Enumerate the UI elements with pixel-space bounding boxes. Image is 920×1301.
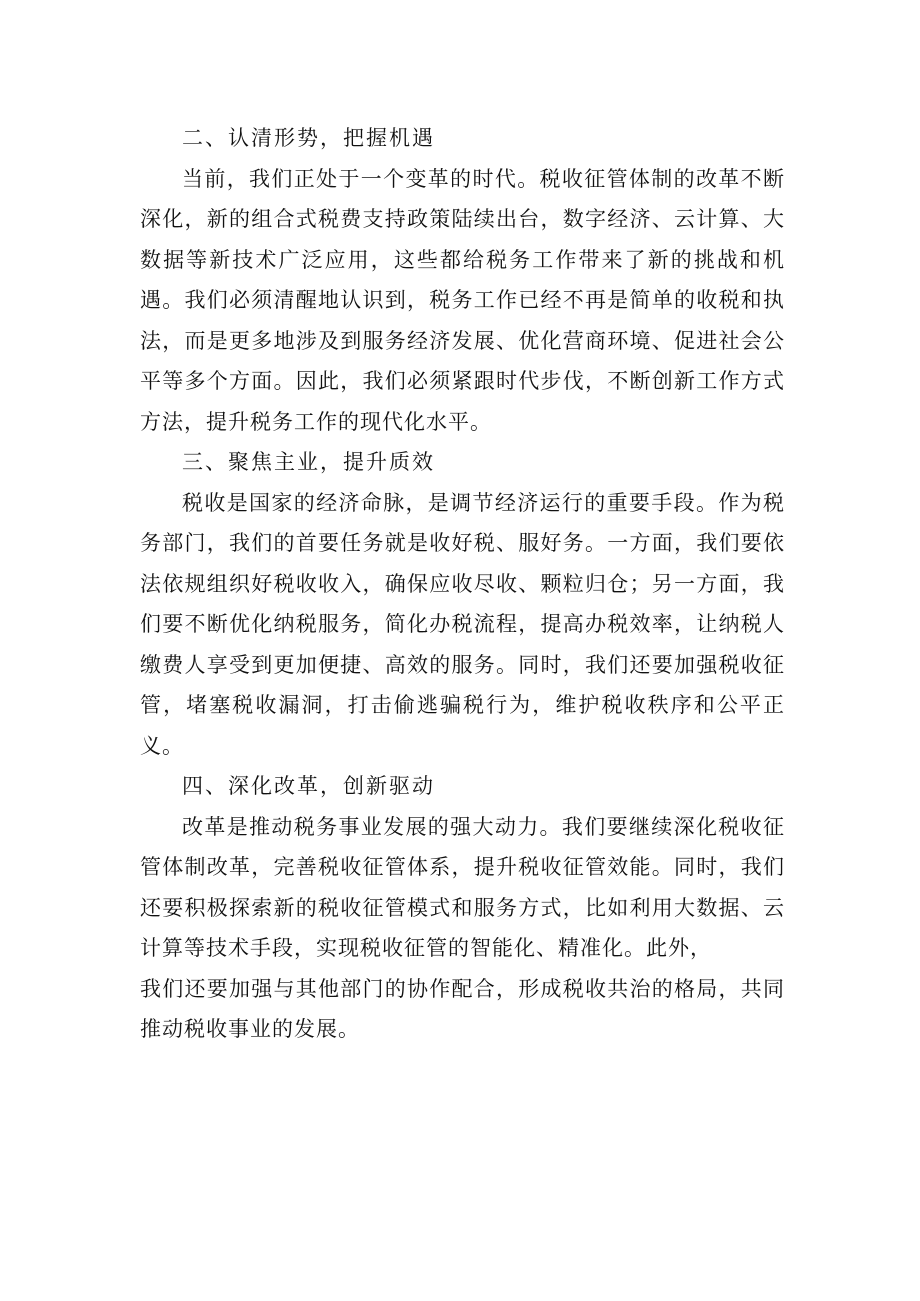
document-body	[140, 118, 785, 1050]
paragraph-continuation: 我们还要加强与其他部门的协作配合，形成税收共治的格局，共同推动税收事业的发展。	[140, 976, 785, 1041]
paragraph: 税收是国家的经济命脉，是调节经济运行的重要手段。作为税务部门，我们的首要任务就是收好税、服好务。一方面，我们要依法依规组织好税收收入，确保应收尽收、颗粒归仓；另一方面，我们要不断优化纳税服务，简化办税流程，提高办税效率，让纳税人缴费人享受到更加便捷、高效的服务。同时，我们还要加强税收征管，堵塞税收漏洞，打击偷逃骗税行为，维护税收秩序和公平正义。	[140, 490, 785, 758]
paragraph: 当前，我们正处于一个变革的时代。税收征管体制的改革不断深化，新的组合式税费支持政策陆续出台，数字经济、云计算、大数据等新技术广泛应用，这些都给税务工作带来了新的挑战和机遇。我们必须清醒地认识到，税务工作已经不再是简单的收税和执法，而是更多地涉及到服务经济发展、优化营商环境、促进社会公平等多个方面。因此，我们必须紧跟时代步伐，不断创新工作方式方法，提升税务工作的现代化水平。	[140, 166, 785, 434]
paragraph: 改革是推动税务事业发展的强大动力。我们要继续深化税收征管体制改革，完善税收征管体系，提升税收征管效能。同时，我们还要积极探索新的税收征管模式和服务方式，比如利用大数据、云计算等技术手段，实现税收征管的智能化、精准化。此外，	[140, 814, 785, 960]
section-heading: 二、认清形势，把握机遇	[182, 126, 435, 150]
section-heading: 四、深化改革，创新驱动	[182, 774, 435, 798]
section-heading: 三、聚焦主业，提升质效	[182, 450, 435, 474]
